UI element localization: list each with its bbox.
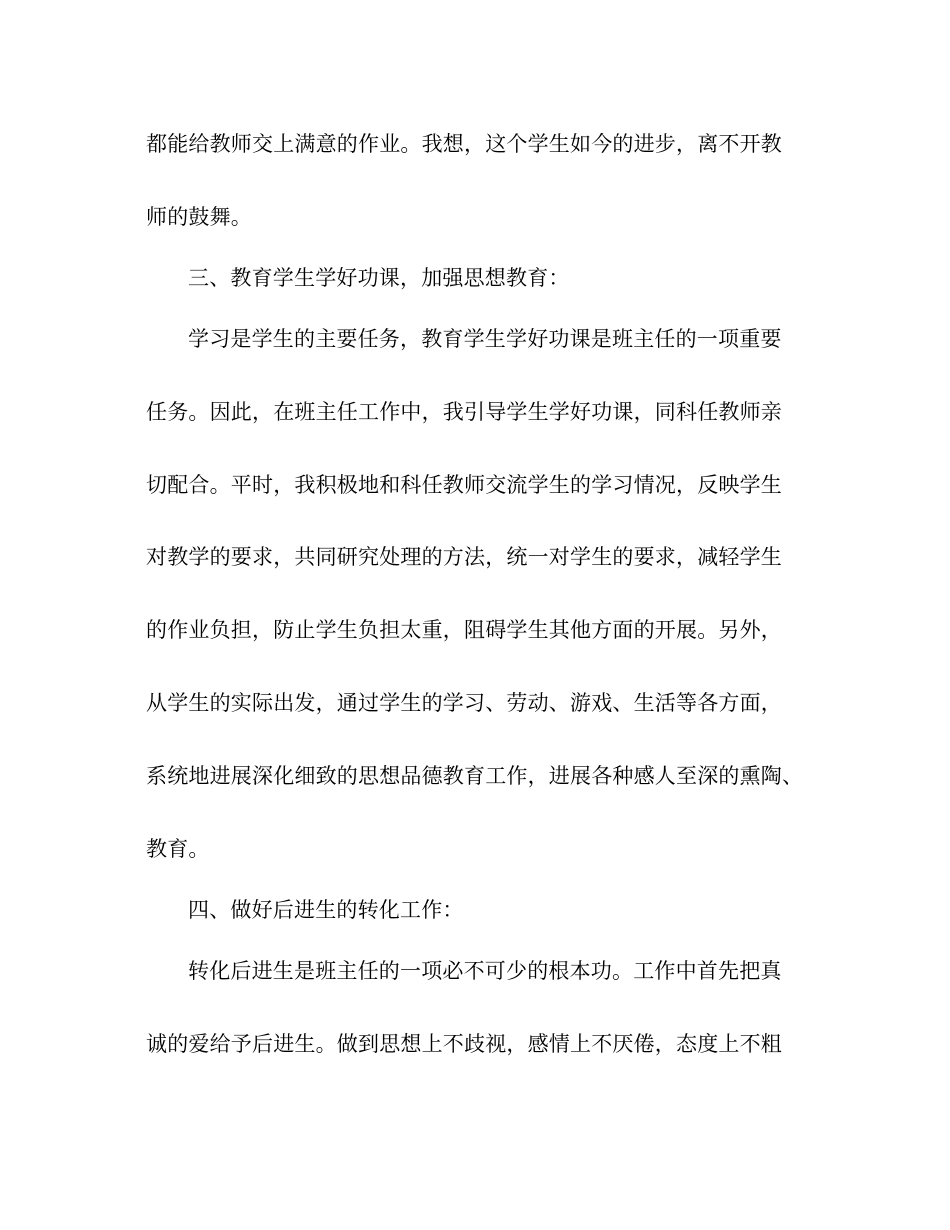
text-line: 系统地进展深化细致的思想品德教育工作，进展各种感人至深的熏陶、 [146, 764, 804, 788]
section-heading: 三、教育学生学好功课，加强思想教育： [188, 266, 570, 290]
text-line: 都能给教师交上满意的作业。我想，这个学生如今的进步，离不开教 [146, 132, 782, 156]
text-line: 任务。因此，在班主任工作中，我引导学生学好功课，同科任教师亲 [146, 400, 782, 424]
text-line: 切配合。平时，我积极地和科任教师交流学生的学习情况，反映学生 [146, 473, 782, 497]
text-line: 教育。 [146, 837, 210, 861]
text-line: 诚的爱给予后进生。做到思想上不歧视，感情上不厌倦，态度上不粗 [146, 1032, 782, 1056]
text-line: 的作业负担，防止学生负担太重，阻碍学生其他方面的开展。另外， [146, 618, 782, 642]
text-line: 学习是学生的主要任务，教育学生学好功课是班主任的一项重要 [188, 327, 782, 351]
text-line: 师的鼓舞。 [146, 205, 252, 229]
section-heading: 四、做好后进生的转化工作： [188, 898, 464, 922]
text-line: 转化后进生是班主任的一项必不可少的根本功。工作中首先把真 [188, 959, 782, 983]
text-line: 对教学的要求，共同研究处理的方法，统一对学生的要求，减轻学生 [146, 545, 782, 569]
text-line: 从学生的实际出发，通过学生的学习、劳动、游戏、生活等各方面， [146, 691, 782, 715]
